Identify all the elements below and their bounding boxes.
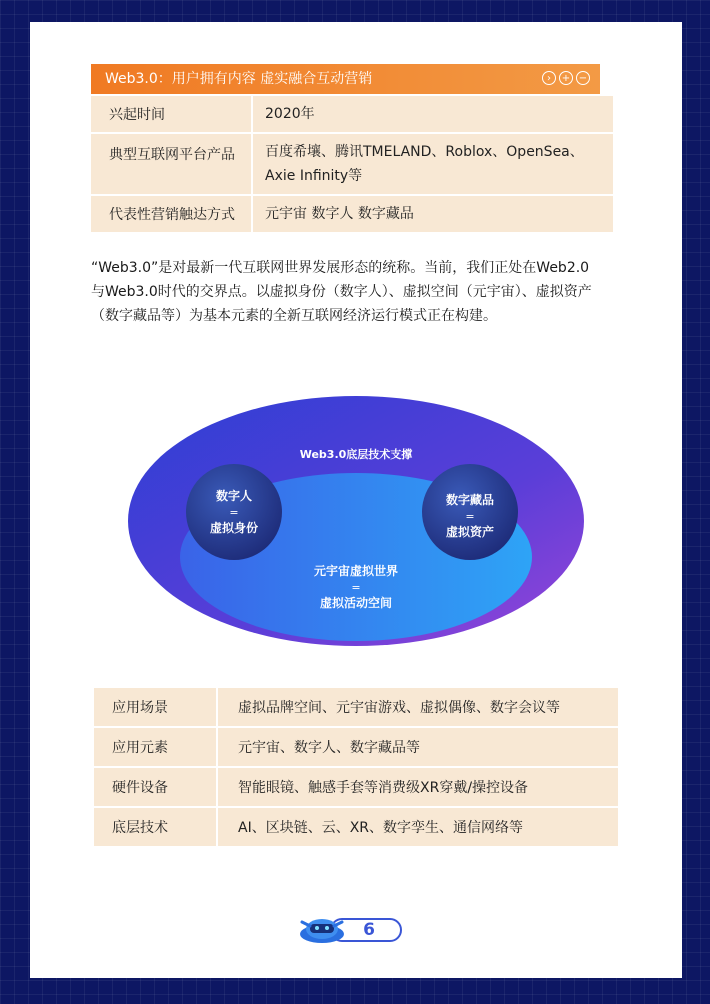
- table-row: [91, 134, 613, 194]
- left-circle-line2: =: [229, 506, 239, 519]
- row-label: 硬件设备: [112, 780, 168, 796]
- intro-paragraph: [91, 256, 631, 328]
- row-label: 典型互联网平台产品: [109, 147, 235, 163]
- application-table: [94, 688, 618, 848]
- document-page: [30, 22, 682, 978]
- row-value: 2020年: [251, 96, 613, 132]
- row-value: 元宇宙 数字人 数字藏品: [251, 196, 613, 232]
- minus-icon: −: [576, 71, 590, 85]
- table-row: [91, 96, 613, 132]
- robot-mascot-icon: [296, 912, 352, 948]
- outer-label: Web3.0底层技术支撑: [299, 448, 413, 461]
- inner-line2: =: [351, 581, 361, 594]
- table-row: [91, 196, 613, 232]
- table-row: [94, 768, 618, 806]
- inner-line1: 元宇宙虚拟世界: [313, 564, 399, 578]
- page-number: 6: [363, 920, 375, 940]
- table-row: [94, 688, 618, 726]
- left-circle-line1: 数字人: [215, 489, 253, 503]
- paragraph-line: （数字藏品等）为基本元素的全新互联网经济运行模式正在构建。: [91, 308, 497, 324]
- row-label: 底层技术: [112, 820, 168, 836]
- right-circle-line3: 虚拟资产: [445, 525, 495, 539]
- row-label: 代表性营销触达方式: [109, 207, 235, 223]
- top-table-header-title: Web3.0：用户拥有内容 虚实融合互动营销: [105, 71, 373, 87]
- row-value: [251, 134, 613, 194]
- row-value-line: 百度希壤、腾讯TMELAND、Roblox、OpenSea、: [265, 144, 584, 160]
- left-circle-line3: 虚拟身份: [209, 521, 259, 535]
- row-label: 应用元素: [112, 740, 168, 756]
- inner-line3: 虚拟活动空间: [319, 596, 393, 610]
- header-icons: [542, 71, 590, 85]
- plus-icon: +: [559, 71, 573, 85]
- paragraph-line: “Web3.0”是对最新一代互联网世界发展形态的统称。当前，我们正处在Web2.0: [91, 260, 590, 276]
- table-row: [94, 728, 618, 766]
- row-value: 智能眼镜、触感手套等消费级XR穿戴/操控设备: [216, 768, 618, 806]
- page-footer: [296, 912, 406, 948]
- paragraph-line: 与Web3.0时代的交界点。以虚拟身份（数字人）、虚拟空间（元宇宙）、虚拟资产: [91, 284, 592, 300]
- right-circle-line1: 数字藏品: [445, 493, 495, 507]
- row-value: 元宇宙、数字人、数字藏品等: [216, 728, 618, 766]
- top-info-table: [91, 96, 613, 234]
- row-value: AI、区块链、云、XR、数字孪生、通信网络等: [216, 808, 618, 846]
- row-label: 兴起时间: [109, 107, 165, 123]
- row-value-line: Axie Infinity等: [265, 168, 363, 184]
- top-table-header: [91, 64, 600, 94]
- right-circle-line2: =: [465, 510, 475, 523]
- table-row: [94, 808, 618, 846]
- row-value: 虚拟品牌空间、元宇宙游戏、虚拟偶像、数字会议等: [216, 688, 618, 726]
- row-label: 应用场景: [112, 700, 168, 716]
- web3-diagram: [126, 395, 586, 647]
- chevron-right-icon: ›: [542, 71, 556, 85]
